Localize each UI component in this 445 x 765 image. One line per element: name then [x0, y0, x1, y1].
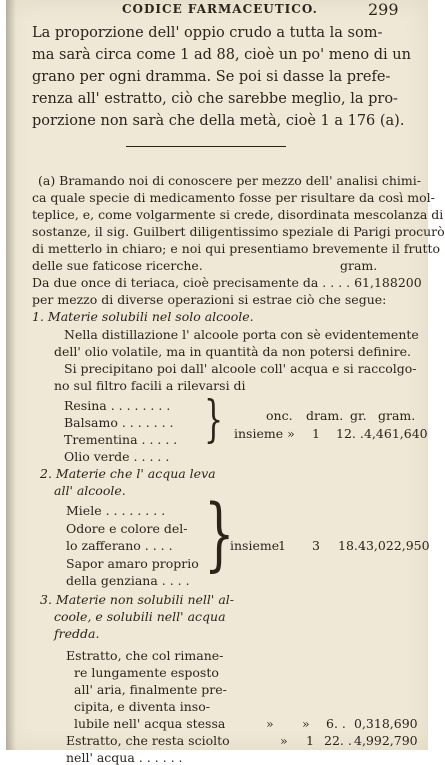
unit-gram: gram.	[340, 258, 378, 273]
ingredient-item: Miele . . . . . . . .	[66, 503, 166, 518]
unit-dram: dram.	[306, 408, 344, 423]
value-dram: »	[302, 716, 310, 731]
value-dram: 1	[306, 733, 314, 748]
section-text: Nella distillazione l' alcoole porta con sè evidentemente	[64, 327, 419, 342]
item-line: nell' acqua . . . . . .	[66, 750, 183, 765]
running-header: CODICE FARMACEUTICO.	[122, 2, 318, 16]
item-line: all' aria, finalmente pre-	[74, 682, 227, 697]
main-line: ma sarà circa come 1 ad 88, cioè un po' meno di un	[32, 47, 411, 63]
ingredient-item: Sapor amaro proprio	[66, 556, 199, 571]
brace-icon: }	[204, 390, 224, 448]
item-line: Estratto, che resta sciolto	[66, 733, 230, 748]
section-heading: fredda.	[54, 626, 100, 641]
section-text: no sul filtro facili a rilevarsi di	[54, 378, 246, 393]
value-gr: 18. .	[338, 538, 366, 553]
page-number: 299	[368, 0, 399, 19]
item-line: lubile nell' acqua stessa	[74, 716, 226, 731]
ingredient-item: Trementina . . . . .	[64, 432, 178, 447]
note-line: di metterlo in chiaro; e noi qui presentiamo brevemente il frutto	[32, 241, 441, 256]
value-gram: 0,318,690	[354, 716, 418, 731]
value-gram: 4,992,790	[354, 733, 418, 748]
ingredient-item: Odore e colore del-	[66, 521, 188, 536]
ingredient-item: Olio verde . . . . .	[64, 449, 170, 464]
ingredient-item: Balsamo . . . . . . .	[64, 415, 174, 430]
brace-icon: }	[204, 487, 235, 580]
note-line: sostanze, il sig. Guilbert diligentissimo speziale di Parigi procurò	[32, 224, 445, 239]
value-dram: 1	[312, 426, 320, 441]
section-heading: all' alcoole.	[54, 483, 126, 498]
section-text: Si precipitano poi dall' alcoole coll' acqua e si raccolgo-	[64, 361, 417, 376]
main-line: grano per ogni dramma. Se poi si dasse la prefe-	[32, 69, 391, 85]
value-onc: »	[266, 716, 274, 731]
value-gr: 12. .	[336, 426, 364, 441]
value-dram: 3	[312, 538, 320, 553]
binding-shadow	[6, 0, 16, 750]
unit-onc: onc.	[266, 408, 293, 423]
note-line: per mezzo di diverse operazioni si estrae ciò che segue:	[32, 292, 387, 307]
note-line: delle sue faticose ricerche.	[32, 258, 203, 273]
footnote-separator	[126, 146, 286, 147]
item-line: Estratto, che col rimane-	[66, 648, 224, 663]
ingredient-item: Resina . . . . . . . .	[64, 398, 171, 413]
note-line: ca quale specie di medicamento fosse per risultare da così mol-	[32, 190, 435, 205]
section-heading: 3. Materie non solubili nell' al-	[40, 592, 235, 607]
section-heading: coole, e solubili nell' acqua	[54, 609, 226, 624]
ingredient-item: lo zafferano . . . .	[66, 538, 173, 553]
item-line: cipita, e diventa inso-	[74, 699, 210, 714]
total-label: insieme	[230, 538, 280, 553]
section-heading: 2. Materie che l' acqua leva	[40, 466, 216, 481]
section-heading: 1. Materie solubili nel solo alcoole.	[32, 309, 254, 324]
value-gr: 22. .	[324, 733, 352, 748]
section-text: dell' olio volatile, ma in quantità da non potersi definire.	[54, 344, 412, 359]
unit-gr: gr.	[350, 408, 367, 423]
main-line: La proporzione dell' oppio crudo a tutta la som-	[32, 25, 383, 41]
total-label: insieme »	[234, 426, 295, 441]
main-line: renza all' estratto, ciò che sarebbe meglio, la pro-	[32, 91, 398, 107]
note-line: teplice, e, come volgarmente si crede, disordinata mescolanza di	[32, 207, 444, 222]
value-gram: 43,022,950	[358, 538, 430, 553]
value-gr: 6. .	[326, 716, 346, 731]
book-page	[6, 0, 445, 765]
ingredient-item: della genziana . . . .	[66, 573, 190, 588]
value-gram: 4,461,640	[364, 426, 428, 441]
unit-gram: gram.	[378, 408, 416, 423]
value-onc: 1	[278, 538, 286, 553]
value-onc: »	[280, 733, 288, 748]
note-line: Da due once di teriaca, cioè precisamente da . . . . 61,188200	[32, 275, 422, 290]
main-line: porzione non sarà che della metà, cioè 1 a 176 (a).	[32, 113, 405, 129]
note-line: (a) Bramando noi di conoscere per mezzo dell' analisi chimi-	[38, 173, 421, 188]
item-line: re lungamente esposto	[74, 665, 219, 680]
